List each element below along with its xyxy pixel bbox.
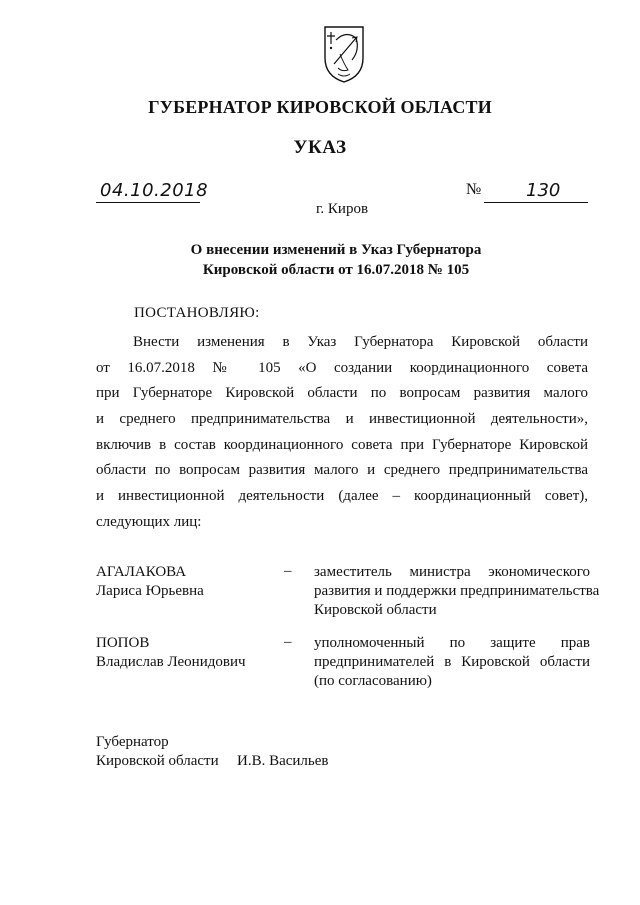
person-given-names: Лариса Юрьевна [96,583,204,599]
role-line: (по согласованию) [314,673,432,689]
role-line: развития и поддержки предпринимательства [314,583,600,599]
body-line: и среднего предпринимательства и инвестиционной деятельности», [96,411,588,428]
decree-body [96,330,588,536]
role-line: Кировской области [314,602,437,618]
body-line: включив в состав координационного совета при Губернаторе Кировской [96,436,588,453]
subject-line: О внесении изменений в Указ Губернатора [190,242,482,258]
coat-of-arms-icon [322,24,366,84]
document-type: УКАЗ [293,137,347,158]
person-dash: – [284,563,292,579]
body-line: от 16.07.2018 № 105 «О создании координационного совета [96,359,588,376]
person-given-names: Владислав Леонидович [96,654,246,670]
signatory-name: И.В. Васильев [237,753,329,769]
person-role [314,563,600,620]
issuing-authority: ГУБЕРНАТОР КИРОВСКОЙ ОБЛАСТИ [148,97,492,117]
decree-date: 04.10.2018 [100,180,209,201]
subject-line: Кировской области от 16.07.2018 № 105 [202,262,470,278]
number-sign: № [466,181,482,198]
resolution-word: ПОСТАНОВЛЯЮ: [134,305,260,321]
body-line: области по вопросам развития малого и среднего предпринимательства [96,462,588,479]
signatory-title-line: Кировской области [96,753,219,769]
signatory-title-line: Губернатор [96,734,169,750]
person-name [96,563,204,601]
person-role [314,634,590,691]
role-line: уполномоченный по защите прав [314,635,590,651]
body-line: при Губернаторе Кировской области по вопросам развития малого [96,385,588,402]
body-line: Внести изменения в Указ Губернатора Кировской области [133,334,588,350]
role-line: предпринимателей в Кировской области [314,654,590,670]
signatory-title [96,733,219,771]
person-name [96,634,246,672]
person-surname: ПОПОВ [96,635,150,651]
person-surname: АГАЛАКОВА [96,564,187,580]
body-line: и инвестиционной деятельности (далее – координационный совет), [96,488,588,505]
body-line: следующих лиц: [96,513,202,530]
decree-number: 130 [526,180,561,201]
person-dash: – [284,634,292,650]
city: г. Киров [315,201,369,217]
decree-subject [0,240,640,280]
role-line: заместитель министра экономического [314,564,590,580]
